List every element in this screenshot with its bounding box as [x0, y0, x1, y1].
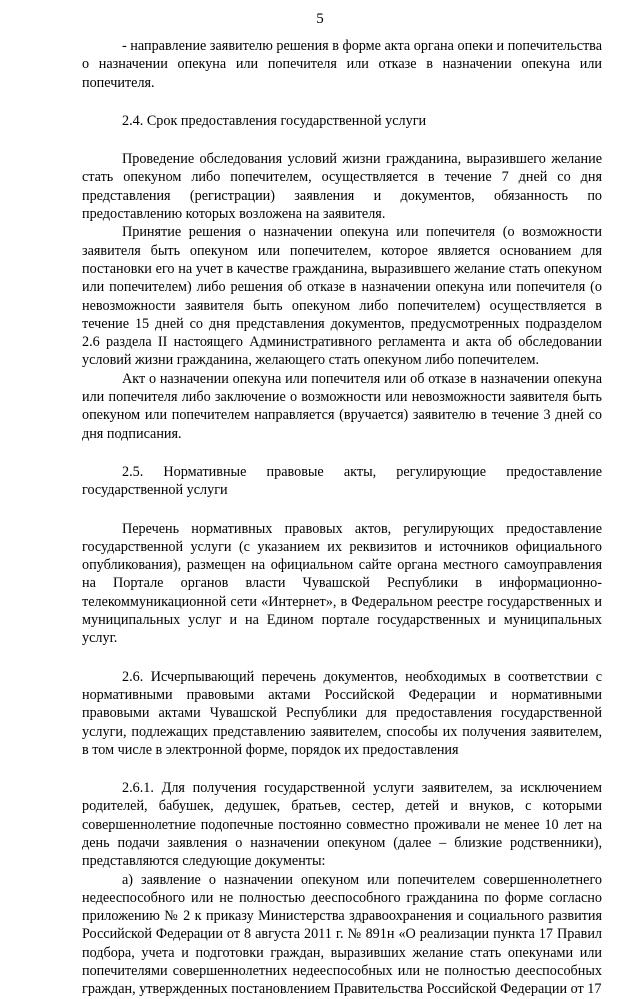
paragraph-inspection-term: Проведение обследования условий жизни гражданина, выразившего желание стать опекуном либо попечителем, осуществляется в течение 7 дней со дня представления (регистрации) заявления и документов, обязанность по предоставлению которых возложена на заявителя. — [82, 151, 602, 223]
paragraph-act-delivery: Акт о назначении опекуна или попечителя или об отказе в назначении опекуна или попечителя либо заключение о возможности или невозможности заявителя быть опекуном или попечителем направляется (вручается) заявителю в течение 3 дней со дня подписания. — [82, 370, 602, 442]
paragraph-decision-term: Принятие решения о назначении опекуна или попечителя (о возможности заявителя быть опекуном или попечителем, которое является основанием для постановки его на учет в качестве гражданина, выразившего желание стать опекуном или попечителем) либо решения об отказе в назначении опекуна или попечителя (о невозможности заявителя быть опекуном либо попечителем) осуществляется в течение 15 дней со дня представления документов, предусмотренных подразделом 2.6 раздела II настоящего Административного регламента и акта об обследовании условий жизни гражданина, желающего стать опекуном либо попечителем. — [82, 224, 602, 369]
heading-legal-acts: 2.5. Нормативные правовые акты, регулирующие предоставление государственной услуги — [82, 463, 602, 499]
document-body — [82, 37, 602, 999]
paragraph-documents-required: 2.6.1. Для получения государственной услуги заявителем, за исключением родителей, бабушек, дедушек, братьев, сестер, детей и внуков, с которыми совершеннолетние подопечные постоянно совместно проживали не менее 10 лет на день подачи заявления о назначении опекуном (далее – близкие родственники), представляются следующие документы: — [82, 780, 602, 870]
heading-service-term: 2.4. Срок предоставления государственной услуги — [122, 112, 427, 129]
paragraph-legal-acts-list: Перечень нормативных правовых актов, регулирующих предоставление государственной услуги (с указанием их реквизитов и источников официального опубликования), размещен на официальном сайте органа местного самоуправления на Портале органов власти Чувашской Республики в информационно-телекоммуникационной сети «Интернет», в Федеральном реестре государственных и муниципальных услуг и на Едином портале государственных и муниципальных услуг. — [82, 520, 602, 647]
paragraph-application-item-a: а) заявление о назначении опекуном или попечителем совершеннолетнего недееспособного или не полностью дееспособного гражданина по форме согласно приложению № 2 к приказу Министерства здравоохранения и социального развития Российской Федерации от 8 августа 2011 г. № 891н «О реализации пункта 17 Правил подбора, учета и подготовки граждан, выразивших желание стать опекунами или попечителями совершеннолетних недееспособных или не полностью дееспособных граждан, утвержденных постановлением Правительства Российской Федерации от 17 — [82, 871, 602, 998]
paragraph-notification-decision: - направление заявителю решения в форме акта органа опеки и попечительства о назначении опекуна или попечителя или отказе в назначении опекуна или попечителя. — [82, 38, 602, 91]
heading-documents-list: 2.6. Исчерпывающий перечень документов, необходимых в соответствии с нормативными правовыми актами Российской Федерации и нормативными правовыми актами Чувашской Республики для предоставления государственной услуги, подлежащих представлению заявителем, способы их получения заявителем, в том числе в электронной форме, порядок их предоставления — [82, 668, 602, 758]
page-number: 5 — [316, 11, 324, 27]
